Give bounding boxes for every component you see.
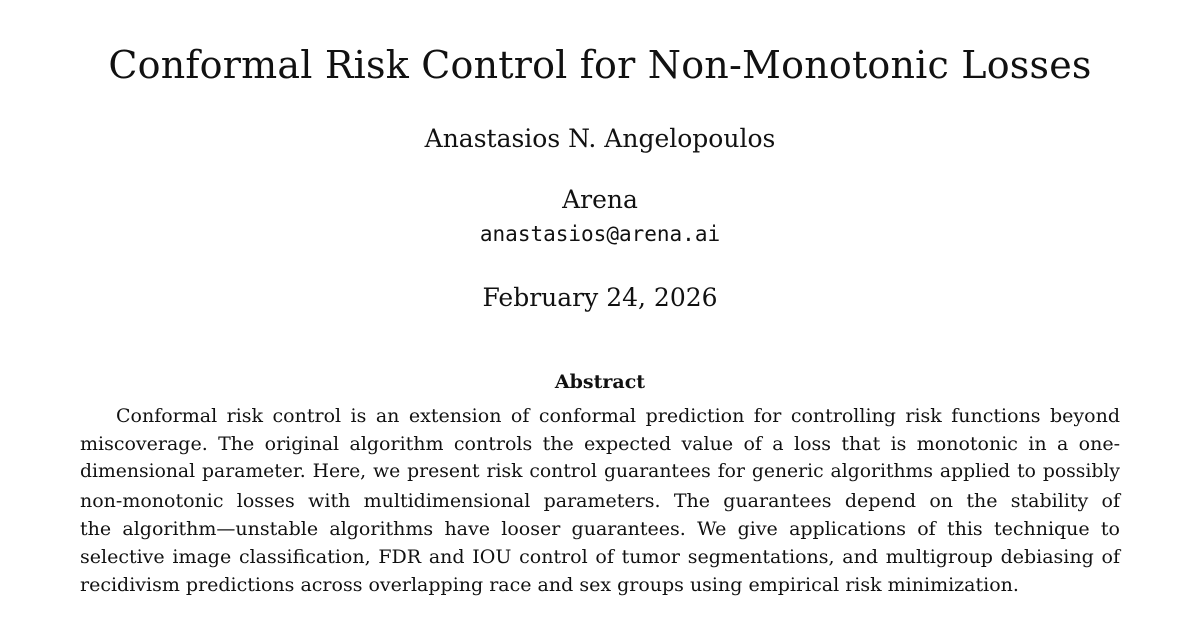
- abstract-line: the algorithm—unstable algorithms have looser guarantees. We give applications of this technique to: [80, 517, 1120, 540]
- abstract-line: selective image classification, FDR and IOU control of tumor segmentations, and multigroup debiasing of: [80, 546, 1120, 569]
- abstract-line: recidivism predictions across overlapping race and sex groups using empirical risk minimization.: [80, 574, 1019, 597]
- author-name: Anastasios N. Angelopoulos: [424, 124, 776, 153]
- author-affiliation: Arena: [562, 185, 638, 214]
- abstract-heading: Abstract: [554, 371, 646, 393]
- abstract-line: dimensional parameter. Here, we present risk control guarantees for generic algorithms applied to possibly: [80, 461, 1120, 483]
- abstract-line: non-monotonic losses with multidimensional parameters. The guarantees depend on the stability of: [80, 489, 1120, 512]
- paper-title: Conformal Risk Control for Non-Monotonic Losses: [108, 43, 1092, 87]
- paper-date: February 24, 2026: [482, 283, 718, 312]
- author-email: anastasios@arena.ai: [479, 222, 721, 246]
- abstract-line: miscoverage. The original algorithm controls the expected value of a loss that is monotonic in a one-: [80, 433, 1120, 456]
- abstract-body: [80, 402, 1120, 599]
- abstract-line: Conformal risk control is an extension of conformal prediction for controlling risk functions beyond: [116, 405, 1120, 427]
